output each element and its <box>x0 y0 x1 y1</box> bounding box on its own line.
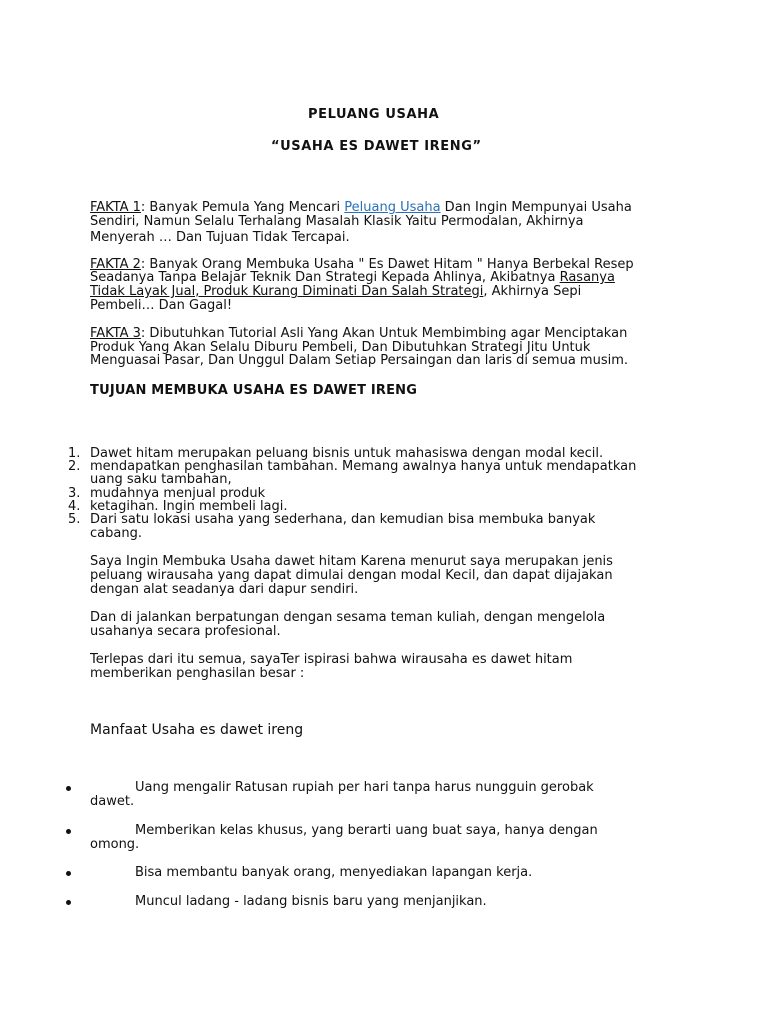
fakta2-label: FAKTA 2 <box>90 257 141 272</box>
fakta2-underlined: Tidak Layak Jual, Produk Kurang Diminati Dan Salah Strategi <box>90 284 484 299</box>
manfaat-heading: Manfaat Usaha es dawet ireng <box>90 722 304 738</box>
list-number: 4. <box>68 499 81 514</box>
fakta2-line3 <box>90 285 581 298</box>
fakta1-line1 <box>90 201 632 214</box>
bullet-dot <box>66 871 71 876</box>
fakta1-text: : Banyak Pemula Yang Mencari <box>140 200 345 215</box>
bullet-item-cont: dawet. <box>90 794 135 809</box>
bullet-dot <box>66 786 71 791</box>
fakta1-line2: Sendiri, Namun Selalu Terhalang Masalah Klasik Yaitu Permodalan, Akhirnya <box>90 214 584 229</box>
fakta2-line2 <box>90 271 615 284</box>
list-item: mudahnya menjual produk <box>90 486 266 501</box>
paragraph-line: Dan di jalankan berpatungan dengan sesama teman kuliah, dengan mengelola <box>90 610 606 625</box>
fakta2-text: , Akhirnya Sepi <box>483 284 582 299</box>
fakta1-label: FAKTA 1 <box>90 200 141 215</box>
list-item-cont: cabang. <box>90 526 142 541</box>
list-item: Dari satu lokasi usaha yang sederhana, dan kemudian bisa membuka banyak <box>90 512 596 527</box>
paragraph-line: memberikan penghasilan besar : <box>90 666 305 681</box>
paragraph-line: dengan alat seadanya dari dapur sendiri. <box>90 582 359 597</box>
list-item: mendapatkan penghasilan tambahan. Memang awalnya hanya untuk mendapatkan <box>90 459 637 474</box>
list-number: 5. <box>68 512 81 527</box>
bullet-dot <box>66 900 71 905</box>
list-item-cont: uang saku tambahan, <box>90 472 232 487</box>
bullet-item: Bisa membantu banyak orang, menyediakan lapangan kerja. <box>135 865 533 880</box>
bullet-item-cont: omong. <box>90 837 140 852</box>
fakta3-line1 <box>90 327 627 340</box>
list-item: ketagihan. Ingin membeli lagi. <box>90 499 288 514</box>
list-number: 2. <box>68 459 81 474</box>
paragraph-line: Terlepas dari itu semua, sayaTer ispirasi bahwa wirausaha es dawet hitam <box>90 652 573 667</box>
fakta2-text: Seadanya Tanpa Belajar Teknik Dan Strategi Kepada Ahlinya, Akibatnya <box>90 270 560 285</box>
fakta2-line4: Pembeli… Dan Gagal! <box>90 298 233 313</box>
document-title: PELUANG USAHA <box>308 107 440 122</box>
fakta1-line3: Menyerah … Dan Tujuan Tidak Tercapai. <box>90 230 350 245</box>
peluang-usaha-link[interactable]: Peluang Usaha <box>344 200 441 215</box>
bullet-dot <box>66 829 71 834</box>
bullet-item: Muncul ladang - ladang bisnis baru yang menjanjikan. <box>135 894 487 909</box>
bullet-item: Memberikan kelas khusus, yang berarti uang buat saya, hanya dengan <box>135 823 598 838</box>
fakta3-text: : Dibutuhkan Tutorial Asli Yang Akan Untuk Membimbing agar Menciptakan <box>140 326 628 341</box>
fakta3-line3: Menguasai Pasar, Dan Unggul Dalam Setiap Persaingan dan laris di semua musim. <box>90 353 628 368</box>
fakta3-line2: Produk Yang Akan Selalu Diburu Pembeli, Dan Dibutuhkan Strategi Jitu Untuk <box>90 340 591 355</box>
fakta1-text: Dan Ingin Mempunyai Usaha <box>440 200 632 215</box>
paragraph-line: usahanya secara profesional. <box>90 624 281 639</box>
fakta2-underlined: Rasanya <box>559 270 615 285</box>
list-item: Dawet hitam merupakan peluang bisnis untuk mahasiswa dengan modal kecil. <box>90 446 604 461</box>
bullet-item: Uang mengalir Ratusan rupiah per hari tanpa harus nungguin gerobak <box>135 780 594 795</box>
fakta3-label: FAKTA 3 <box>90 326 141 341</box>
paragraph-line: Saya Ingin Membuka Usaha dawet hitam Karena menurut saya merupakan jenis <box>90 554 613 569</box>
tujuan-heading: TUJUAN MEMBUKA USAHA ES DAWET IRENG <box>90 383 418 398</box>
list-number: 3. <box>68 486 81 501</box>
list-number: 1. <box>68 446 81 461</box>
document-subtitle: “USAHA ES DAWET IRENG” <box>271 139 482 154</box>
paragraph-line: peluang wirausaha yang dapat dimulai dengan modal Kecil, dan dapat dijajakan <box>90 568 613 583</box>
fakta2-text: : Banyak Orang Membuka Usaha " Es Dawet Hitam " Hanya Berbekal Resep <box>140 257 634 272</box>
